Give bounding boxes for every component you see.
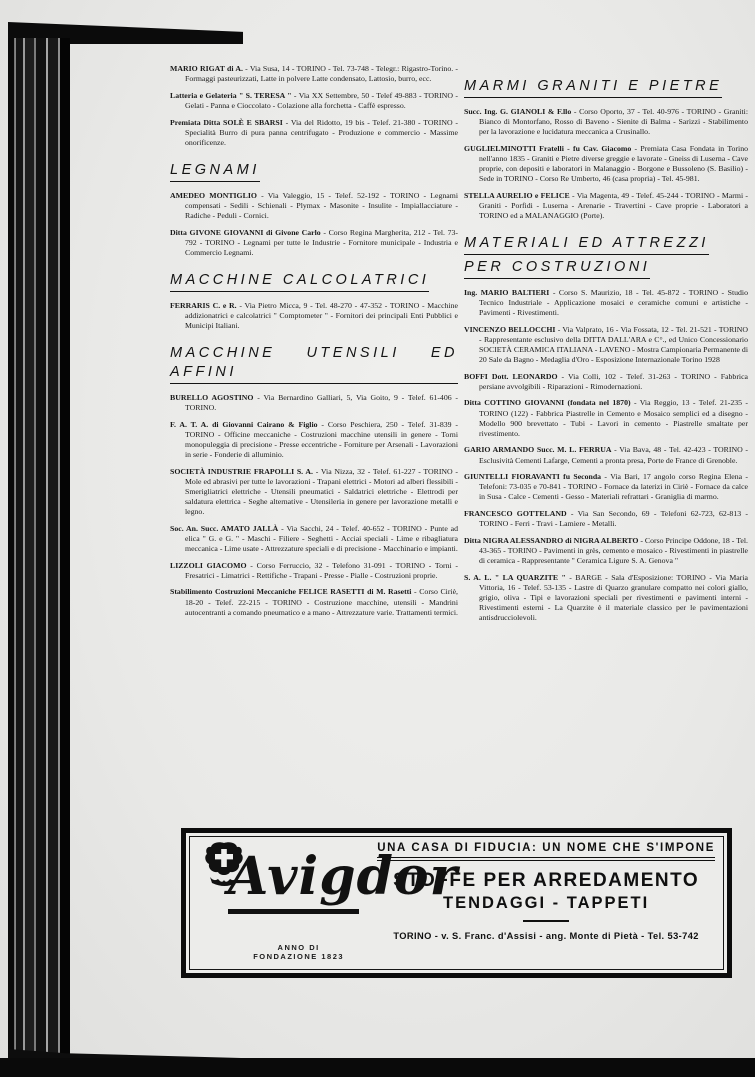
entry-name: Ditta NIGRA ALESSANDRO di NIGRA ALBERTO <box>464 535 639 545</box>
entry-body: - Via Bernardino Galliari, 5, Via Goito, 9 - Telef. 61-406 - TORINO. <box>185 392 458 412</box>
entry-name: VINCENZO BELLOCCHI <box>464 324 556 334</box>
entry-name: Succ. Ing. G. GIANOLI & F.llo <box>464 106 572 116</box>
section-heading-line: MACCHINE UTENSILI ED AFFINI <box>170 344 458 384</box>
advertisement-inner-frame <box>189 836 724 970</box>
book-binding-page-edges <box>8 38 70 1077</box>
entry-name: Soc. An. Succ. AMATO JALLÀ <box>170 523 279 533</box>
entry-body: - BARGE - Sala d'Esposizione: TORINO - Via Maria Vittoria, 16 - Telef. 53-135 - Lastre di Quarzo granulare compatto nei colori giallo, grigio, oliva - Tipi e lavorazioni speciali per rivestimenti e pavimenti interni - Rivestimenti esterni - La Quarzite è il materiale classico per le pavimentazioni antisdrucciolevoli. <box>479 572 748 623</box>
directory-entry <box>464 445 748 465</box>
entry-name: STELLA AURELIO e FELICE <box>464 190 570 200</box>
entry-name: BOFFI Dott. LEONARDO <box>464 371 558 381</box>
entry-name: Premiata Ditta SOLÈ E SBARSI <box>170 117 283 127</box>
directory-entry <box>170 64 458 84</box>
advertisement-headline: STOFFE PER ARREDAMENTO <box>393 870 700 891</box>
advertisement-slogan: UNA CASA DI FIDUCIA: UN NOME CHE S'IMPONE <box>377 839 715 861</box>
section-heading-line: LEGNAMI <box>170 161 260 182</box>
entry-body: - Corso Principe Oddone, 18 - Tel. 43-365 - TORINO - Pavimenti in grès, cemento e mosaico - Rivestimenti in piastrelle di ceramica - Rappresentante " Ceramica Ligure S. A. Genova " <box>479 535 748 566</box>
directory-entry <box>464 372 748 392</box>
directory-entry <box>170 587 458 617</box>
section-heading-line: MATERIALI ED ATTREZZI <box>464 234 709 255</box>
entry-body: - Corso Ciriè, 18-20 - Telef. 22-215 - TORINO - Costruzione macchine, utensili - Mandrini autocentranti a comando pneumatico e a mano - Attrezzature varie. Trattamenti termici. <box>185 587 459 617</box>
advertisement-logo-panel <box>190 837 459 969</box>
entry-body: - Via Valprato, 16 - Via Fossata, 12 - Tel. 21-521 - TORINO - Rappresentante esclusivo della DITTA DALL'ARA e C°., ed Unico Concessionario SOCIETÀ CERAMICA ITALIANA - LAVENO - Mostra Campionaria Permanente di 20 Sale da Bagno - Medaglia d'Oro - Esposizione Internazionale Torino 1928 <box>479 324 749 365</box>
directory-entry <box>464 288 748 318</box>
section-heading <box>170 271 458 292</box>
entry-name: GIUNTELLI FIORAVANTI fu Seconda <box>464 472 602 482</box>
entry-name: FERRARIS C. e R. <box>170 300 237 310</box>
entry-name: AMEDEO MONTIGLIO <box>170 190 257 200</box>
entry-body: - Via Bava, 48 - Tel. 42-423 - TORINO - Esclusività Cementi Lafarge, Cementi a pronta presa, Porte de France di Grenoble. <box>479 445 748 465</box>
directory-entry <box>170 91 458 111</box>
directory-entry <box>464 472 748 502</box>
avigdor-brand-logotype: Avigdor <box>228 851 359 914</box>
entry-body: - Via Pietro Micca, 9 - Tel. 48-270 - 47-352 - TORINO - Macchine addizionatrici e calcolatrici " Comptometer " - Fornitori dei principali Enti Pubblici e Municipi Italiani. <box>185 300 458 331</box>
entry-body: - Corso Oporto, 37 - Tel. 40-976 - TORINO - Graniti: Bianco di Montorfano, Rosso di Baveno - Sienite di Balma - Sarizzi - Stabilimento per la lavorazione e lucidatura meccanica a Crusinallo. <box>479 106 749 137</box>
entry-name: F. A. T. A. di Giovanni Cairano & Figlio <box>170 419 318 429</box>
entry-body: - Corso S. Maurizio, 18 - Tel. 45-872 - TORINO - Studio Tecnico Industriale - Applicazione mosaici e ceramiche comuni e artistiche - Pavimenti - Rivestimenti. <box>479 287 748 318</box>
section-heading-line: MARMI GRANITI E PIETRE <box>464 77 722 98</box>
entry-name: S. A. L. " LA QUARZITE " <box>464 572 566 582</box>
entry-body: - Via Bari, 17 angolo corso Regina Elena - Telefoni: 73-035 e 70-841 - TORINO - Fornace da laterizi in Ciriè - Fornace da calce in Susa - Calce - Cementi - Gesso - Materiali refrattari - Graniglia di marmo. <box>479 472 748 502</box>
entry-body: - Via Reggio, 13 - Telef. 21-235 - TORINO (122) - Fabbrica Piastrelle in Cemento e Mosaico semplici ed a disegno - Modello 900 brevettato - Tubi - Lavori in cemento - Piastrelle smaltate per rivestimento. <box>479 398 748 438</box>
directory-entry <box>170 191 458 221</box>
entry-body: - Corso Peschiera, 250 - Telef. 31-839 - TORINO - Officine meccaniche - Costruzioni macchine utensili in genere - Torni monopuleggia di precisione - Presse eccentriche - Forniture per Arsenali - Lavorazioni in serie - Fonderie di alluminio. <box>185 419 458 459</box>
directory-entry <box>170 561 458 581</box>
right-column <box>464 64 748 630</box>
founded-year-caption: ANNO DI FONDAZIONE 1823 <box>253 943 345 961</box>
section-heading-line: PER COSTRUZIONI <box>464 258 650 279</box>
directory-entry <box>464 144 748 185</box>
directory-entry <box>464 536 748 566</box>
directory-entry <box>464 398 748 439</box>
avigdor-advertisement <box>181 828 732 978</box>
section-heading <box>170 161 458 182</box>
directory-entry <box>464 325 748 366</box>
entry-name: GUGLIELMINOTTI Fratelli - fu Cav. Giacomo <box>464 143 632 153</box>
entry-name: GARIO ARMANDO Succ. M. L. FERRUA <box>464 445 612 455</box>
directory-entry <box>170 228 458 258</box>
section-heading <box>170 344 458 384</box>
entry-body: - Premiata Casa Fondata in Torino nell'anno 1835 - Graniti e Pietre diverse greggie e lavorate - Gneiss di Luserna - Cave proprie, con depositi e laboratori in Malanaggio - Borgone e Bussoleno (S. Basilio) - Sede in TORINO - Corso Re Umberto, 46 (casa propria) - Tel. 45-981. <box>479 143 748 184</box>
entry-body: - Via XX Settembre, 50 - Telef 49-883 - TORINO - Gelati - Panna e Cioccolato - Colazione alla forchetta - Caffè espresso. <box>185 90 458 110</box>
directory-entry <box>464 573 748 624</box>
directory-entry <box>170 524 458 554</box>
entry-name: FRANCESCO GOTTELAND <box>464 509 567 519</box>
entry-body: - Corso Regina Margherita, 212 - Tel. 73-792 - TORINO - Legnami per tutte le Industrie - Fornitore municipale - Industria e Commercio Legnami. <box>185 227 458 257</box>
entry-name: Ing. MARIO BALTIERI <box>464 287 550 297</box>
directory-entry <box>170 393 458 413</box>
entry-body: - Via San Secondo, 69 - Telefoni 62-723, 62-813 - TORINO - Ferri - Travi - Lamiere - Metalli. <box>479 509 748 529</box>
advertisement-address: TORINO - v. S. Franc. d'Assisi - ang. Monte di Pietà - Tel. 53-742 <box>393 931 699 941</box>
section-heading <box>464 77 748 98</box>
entry-name: Ditta GIVONE GIOVANNI di Givone Carlo <box>170 227 321 237</box>
entry-body: - Via del Ridotto, 19 bis - Telef. 21-380 - TORINO - Specialità Burro di pura panna centrifugato - Produzione e commercio - Massime onorificenze. <box>185 117 458 147</box>
left-column <box>170 64 458 624</box>
directory-entry <box>170 420 458 461</box>
entry-body: - Via Sacchi, 24 - Telef. 40-652 - TORINO - Punte ad elica " G. e G. " - Maschi - Filiere - Seghetti - Acciai speciali - Lime e ribagliatura meccanica - Lime usate - Attrezzature speciali e di precisione - Macchinario e impianti. <box>185 523 458 553</box>
entry-body: - Via Magenta, 49 - Telef. 45-244 - TORINO - Marmi - Graniti - Porfidi - Luserna - Arenarie - Travertini - Cave proprie - Laboratori a TORINO ed a MALANAGGIO (Porte). <box>479 190 749 220</box>
directory-entry <box>170 467 458 518</box>
entry-name: LIZZOLI GIACOMO <box>170 560 247 570</box>
scan-border-bottom <box>0 1058 755 1077</box>
directory-entry <box>170 301 458 331</box>
entry-body: - Via Susa, 14 - TORINO - Tel. 73-748 - Telegr.: Rigastro-Torino. - Formaggi pasteurizzati, Latte in polvere Latte condensato, Lattosio, burro, ecc. <box>185 64 459 84</box>
entry-name: Ditta COTTINO GIOVANNI (fondata nel 1870) <box>464 398 631 408</box>
entry-name: Stabilimento Costruzioni Meccaniche FELICE RASETTI di M. Rasetti <box>170 587 412 597</box>
entry-body: - Corso Ferruccio, 32 - Telefono 31-091 - TORINO - Torni - Fresatrici - Limatrici - Rettifiche - Trapani - Presse - Pialle - Costruzioni proprie. <box>185 560 459 580</box>
entry-name: BURELLO AGOSTINO <box>170 392 254 402</box>
directory-entry <box>464 107 748 137</box>
entry-body: - Via Colli, 102 - Telef. 31-263 - TORINO - Fabbrica persiane avvolgibili - Riparazioni - Rimodernazioni. <box>479 371 749 391</box>
entry-body: - Via Valeggio, 15 - Telef. 52-192 - TORINO - Legnami compensati - Sedili - Schienali - Plymax - Masonite - Insulite - Impiallacciature - Radiche - Peduli - Cornici. <box>185 190 458 220</box>
section-heading <box>464 234 748 279</box>
entry-body: - Via Nizza, 32 - Telef. 61-227 - TORINO - Mole ed abrasivi per tutte le lavorazioni - Trapani elettrici - Motori ad alberi flessibili - Smerigliatrici elettriche - Utensili pneumatici - Saldatrici elettriche - Elettrodi per saldatura elettrica - Seghe alternative - Utensileria in genere per lavorazione metalli e legno. <box>185 466 458 517</box>
advertisement-subheadline: TENDAGGI - TAPPETI <box>443 894 650 912</box>
section-heading-line: MACCHINE CALCOLATRICI <box>170 271 429 292</box>
entry-name: SOCIETÀ INDUSTRIE FRAPOLLI S. A. <box>170 466 313 476</box>
entry-name: Latteria e Gelateria " S. TERESA " <box>170 90 292 100</box>
advertisement-divider <box>523 920 569 922</box>
entry-name: MARIO RIGAT di A. <box>170 64 243 73</box>
directory-entry <box>464 509 748 529</box>
directory-entry <box>464 191 748 221</box>
directory-entry <box>170 118 458 148</box>
